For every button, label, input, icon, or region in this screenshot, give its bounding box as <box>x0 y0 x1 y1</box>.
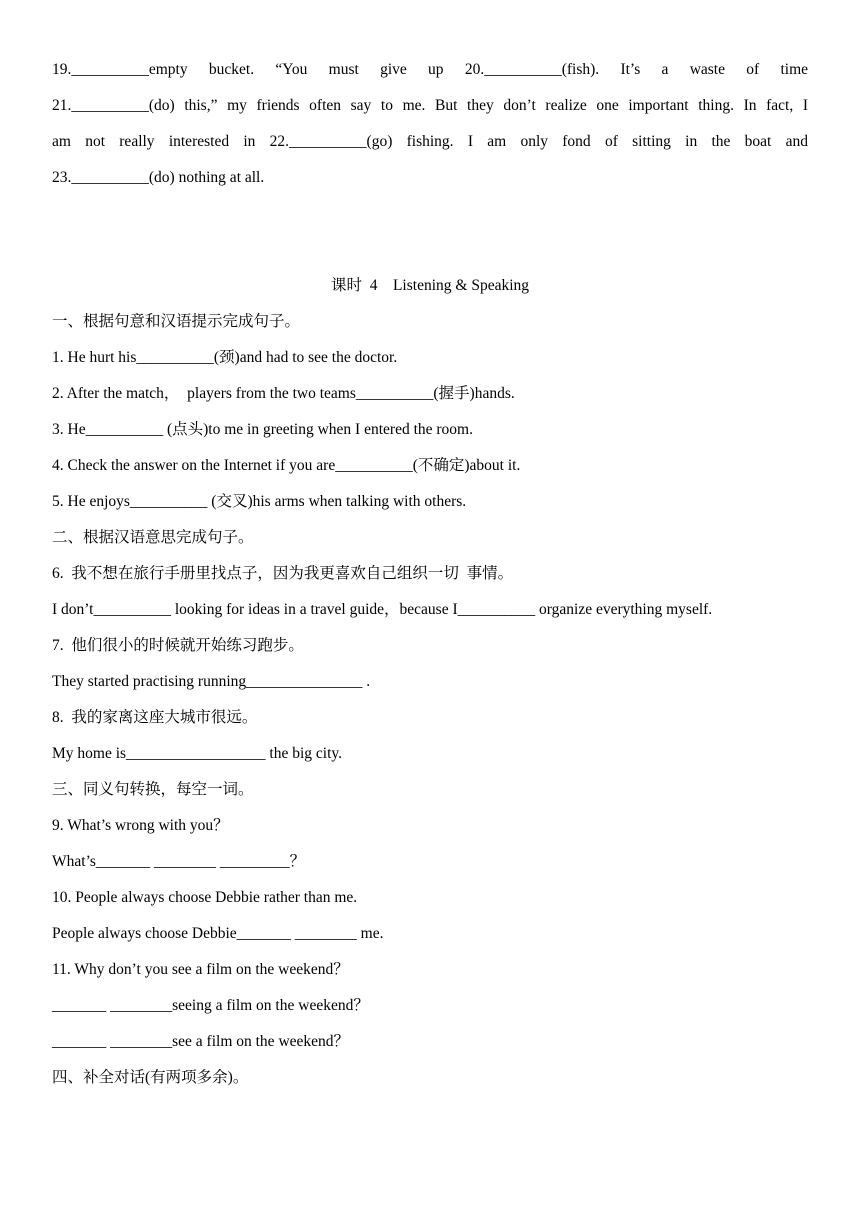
passage-line-4: 23.__________(do) nothing at all. <box>52 169 265 186</box>
question-3: 3. He__________ (点头)to me in greeting when I entered the room. <box>52 421 473 438</box>
section-gap <box>52 196 808 268</box>
question-8-english: My home is__________________ the big city. <box>52 745 343 762</box>
passage-line-3: am not really interested in 22.__________(go) fishing. I am only fond of sitting in the boat and <box>52 133 808 150</box>
question-8-chinese: 8. 我的家离这座大城市很远。 <box>52 709 258 726</box>
worksheet-page <box>52 52 808 1096</box>
question-7-english: They started practising running_______________ . <box>52 673 371 690</box>
question-6-chinese: 6. 我不想在旅行手册里找点子，因为我更喜欢自己组织一切 事情。 <box>52 565 514 582</box>
question-1: 1. He hurt his__________(颈)and had to see the doctor. <box>52 349 398 366</box>
question-5: 5. He enjoys__________ (交叉)his arms when talking with others. <box>52 493 467 510</box>
passage-line-1: 19.__________empty bucket. “You must give up 20.__________(fish). It’s a waste of time <box>52 61 808 78</box>
question-10-answer: People always choose Debbie_______ ________ me. <box>52 925 384 942</box>
section-heading-2: 二、根据汉语意思完成句子。 <box>52 529 254 546</box>
question-2: 2. After the match， players from the two teams__________(握手)hands. <box>52 385 515 402</box>
passage-line-2: 21.__________(do) this,” my friends often say to me. But they don’t realize one important thing. In fact, I <box>52 97 808 114</box>
question-10: 10. People always choose Debbie rather than me. <box>52 889 358 906</box>
question-6-english: I don’t__________ looking for ideas in a travel guide，because I__________ organize everything myself. <box>52 601 713 618</box>
section-heading-3: 三、同义句转换，每空一词。 <box>52 781 254 798</box>
question-9-answer: What’s_______ ________ _________？ <box>52 853 306 870</box>
question-7-chinese: 7. 他们很小的时候就开始练习跑步。 <box>52 637 304 654</box>
question-11: 11. Why don’t you see a film on the weekend？ <box>52 961 349 978</box>
section-heading-1: 一、根据句意和汉语提示完成句子。 <box>52 313 301 330</box>
question-11-answer-a: _______ ________seeing a film on the weekend？ <box>52 997 369 1014</box>
question-4: 4. Check the answer on the Internet if you are__________(不确定)about it. <box>52 457 521 474</box>
lesson-title: 课时 4 Listening & Speaking <box>330 277 530 294</box>
section-heading-4: 四、补全对话(有两项多余)。 <box>52 1069 249 1086</box>
question-9: 9. What’s wrong with you？ <box>52 817 229 834</box>
question-11-answer-b: _______ ________see a film on the weekend？ <box>52 1033 350 1050</box>
